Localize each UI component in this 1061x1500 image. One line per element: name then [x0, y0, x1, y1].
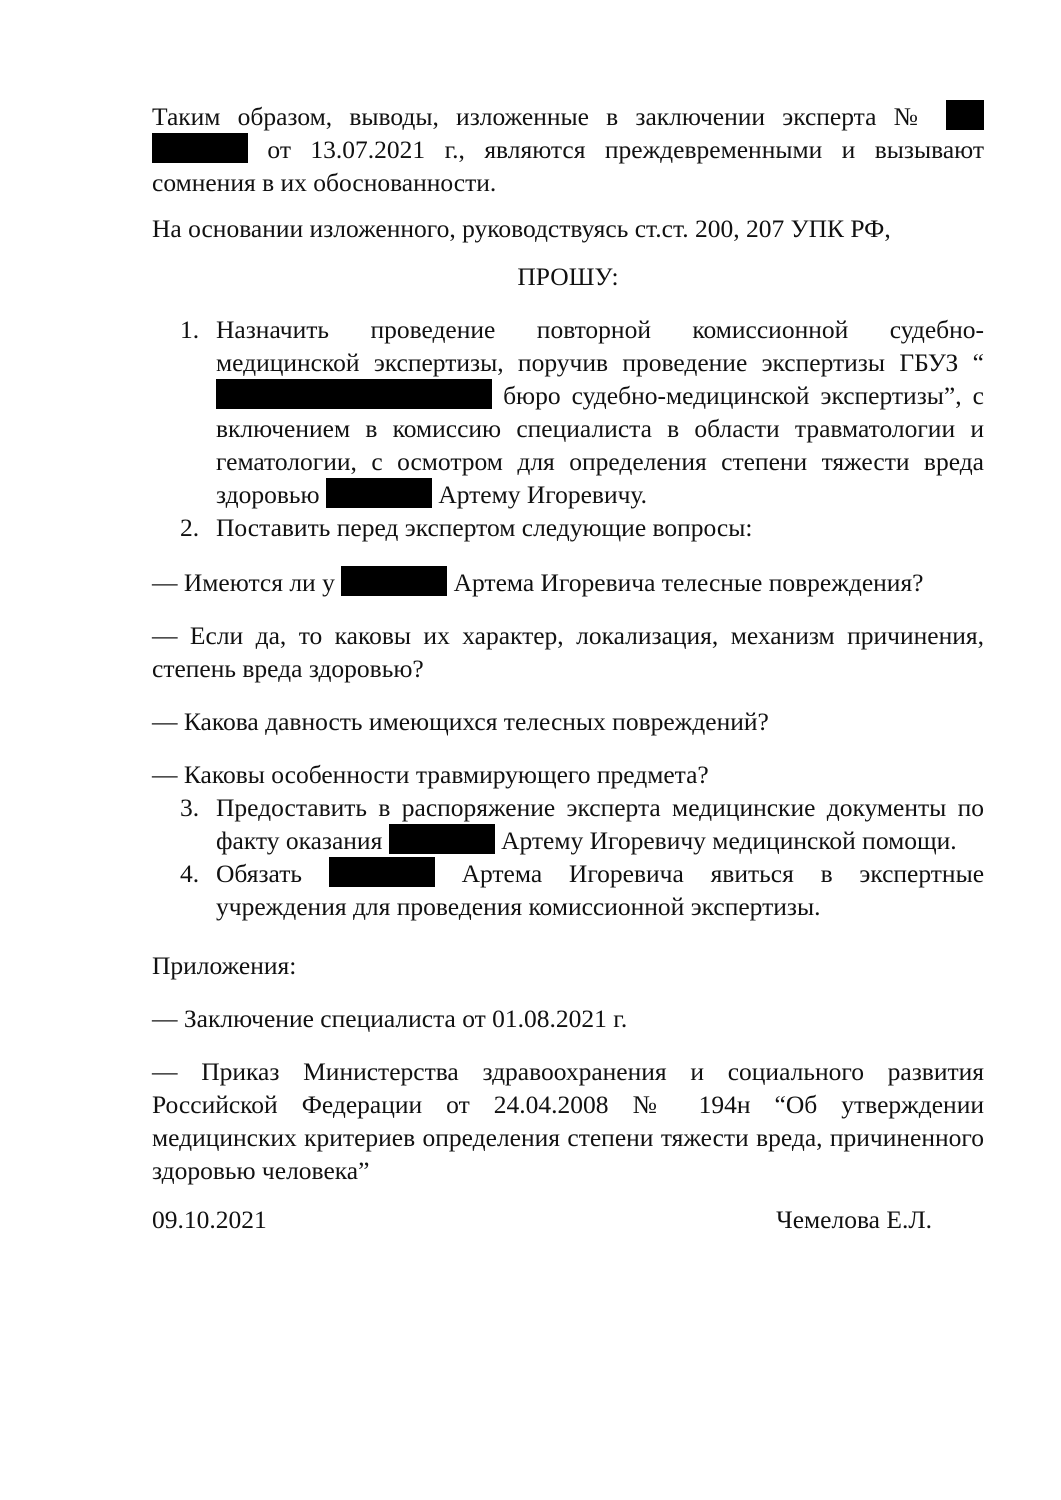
redacted-block	[326, 478, 432, 508]
signature-row	[152, 1203, 984, 1236]
question-2: — Если да, то каковы их характер, локализация, механизм причинения, степень вреда здоровью?	[152, 621, 984, 683]
request-text-part2: Артема Игоревича явиться в экспертные учреждения для проведения комиссионной экспертизы.	[216, 859, 985, 921]
request-item-2	[152, 511, 984, 544]
conclusion-text-part1: Таким образом, выводы, изложенные в заключении эксперта №	[152, 102, 929, 131]
request-item-3	[152, 791, 984, 857]
redacted-block	[389, 824, 495, 854]
request-number: 1.	[180, 315, 200, 344]
conclusion-text-part2: от 13.07.2021 г., являются преждевременными и вызывают сомнения в их обоснованности.	[152, 135, 984, 197]
request-number: 4.	[180, 859, 200, 888]
request-text-part1: Предоставить в распоряжение эксперта медицинские документы по факту оказания	[216, 793, 984, 855]
redacted-block	[152, 133, 248, 163]
signature-name: Чемелова Е.Л.	[776, 1205, 932, 1234]
question-1	[152, 566, 984, 599]
request-item-4	[152, 857, 984, 923]
request-item-1	[152, 313, 984, 511]
question-3: — Какова давность имеющихся телесных повреждений?	[152, 707, 769, 736]
attachments-title: Приложения:	[152, 951, 297, 980]
request-text-part1: Назначить проведение повторной комиссионной судебно-медицинской экспертизы, поручив проведение экспертизы ГБУЗ “	[216, 315, 984, 377]
document-date: 09.10.2021	[152, 1205, 267, 1234]
attachment-2: — Приказ Министерства здравоохранения и социального развития Российской Федерации от 24.04.2008 № 194н “Об утверждении медицинских критериев определения степени тяжести вреда, причиненного здоровью человека”	[152, 1057, 984, 1185]
request-text-part1: Обязать	[216, 859, 302, 888]
attachment-1: — Заключение специалиста от 01.08.2021 г.	[152, 1004, 628, 1033]
request-heading: ПРОШУ:	[517, 262, 619, 291]
question-4: — Каковы особенности травмирующего предмета?	[152, 760, 709, 789]
redacted-block	[341, 566, 447, 596]
document-page	[152, 100, 984, 1236]
question-1-part2: Артема Игоревича телесные повреждения?	[453, 568, 924, 597]
redacted-block	[216, 379, 492, 409]
request-number: 3.	[180, 793, 200, 822]
request-text-part2: Артему Игоревичу медицинской помощи.	[501, 826, 957, 855]
request-text-part3: Артему Игоревичу.	[438, 480, 648, 509]
request-list-continued	[152, 791, 984, 923]
question-1-part1: — Имеются ли у	[152, 568, 335, 597]
request-list	[152, 313, 984, 544]
request-text: Поставить перед экспертом следующие вопросы:	[216, 513, 753, 542]
request-text-part2: бюро судебно-медицинской экспертизы”, с включением в комиссию специалиста в области травматологии и гематологии, с осмотром для определения степени тяжести вреда здоровью	[216, 381, 984, 509]
conclusion-paragraph	[152, 100, 984, 199]
basis-paragraph: На основании изложенного, руководствуясь ст.ст. 200, 207 УПК РФ,	[152, 214, 891, 243]
request-number: 2.	[180, 513, 200, 542]
redacted-block	[329, 857, 435, 887]
redacted-block	[946, 100, 984, 130]
